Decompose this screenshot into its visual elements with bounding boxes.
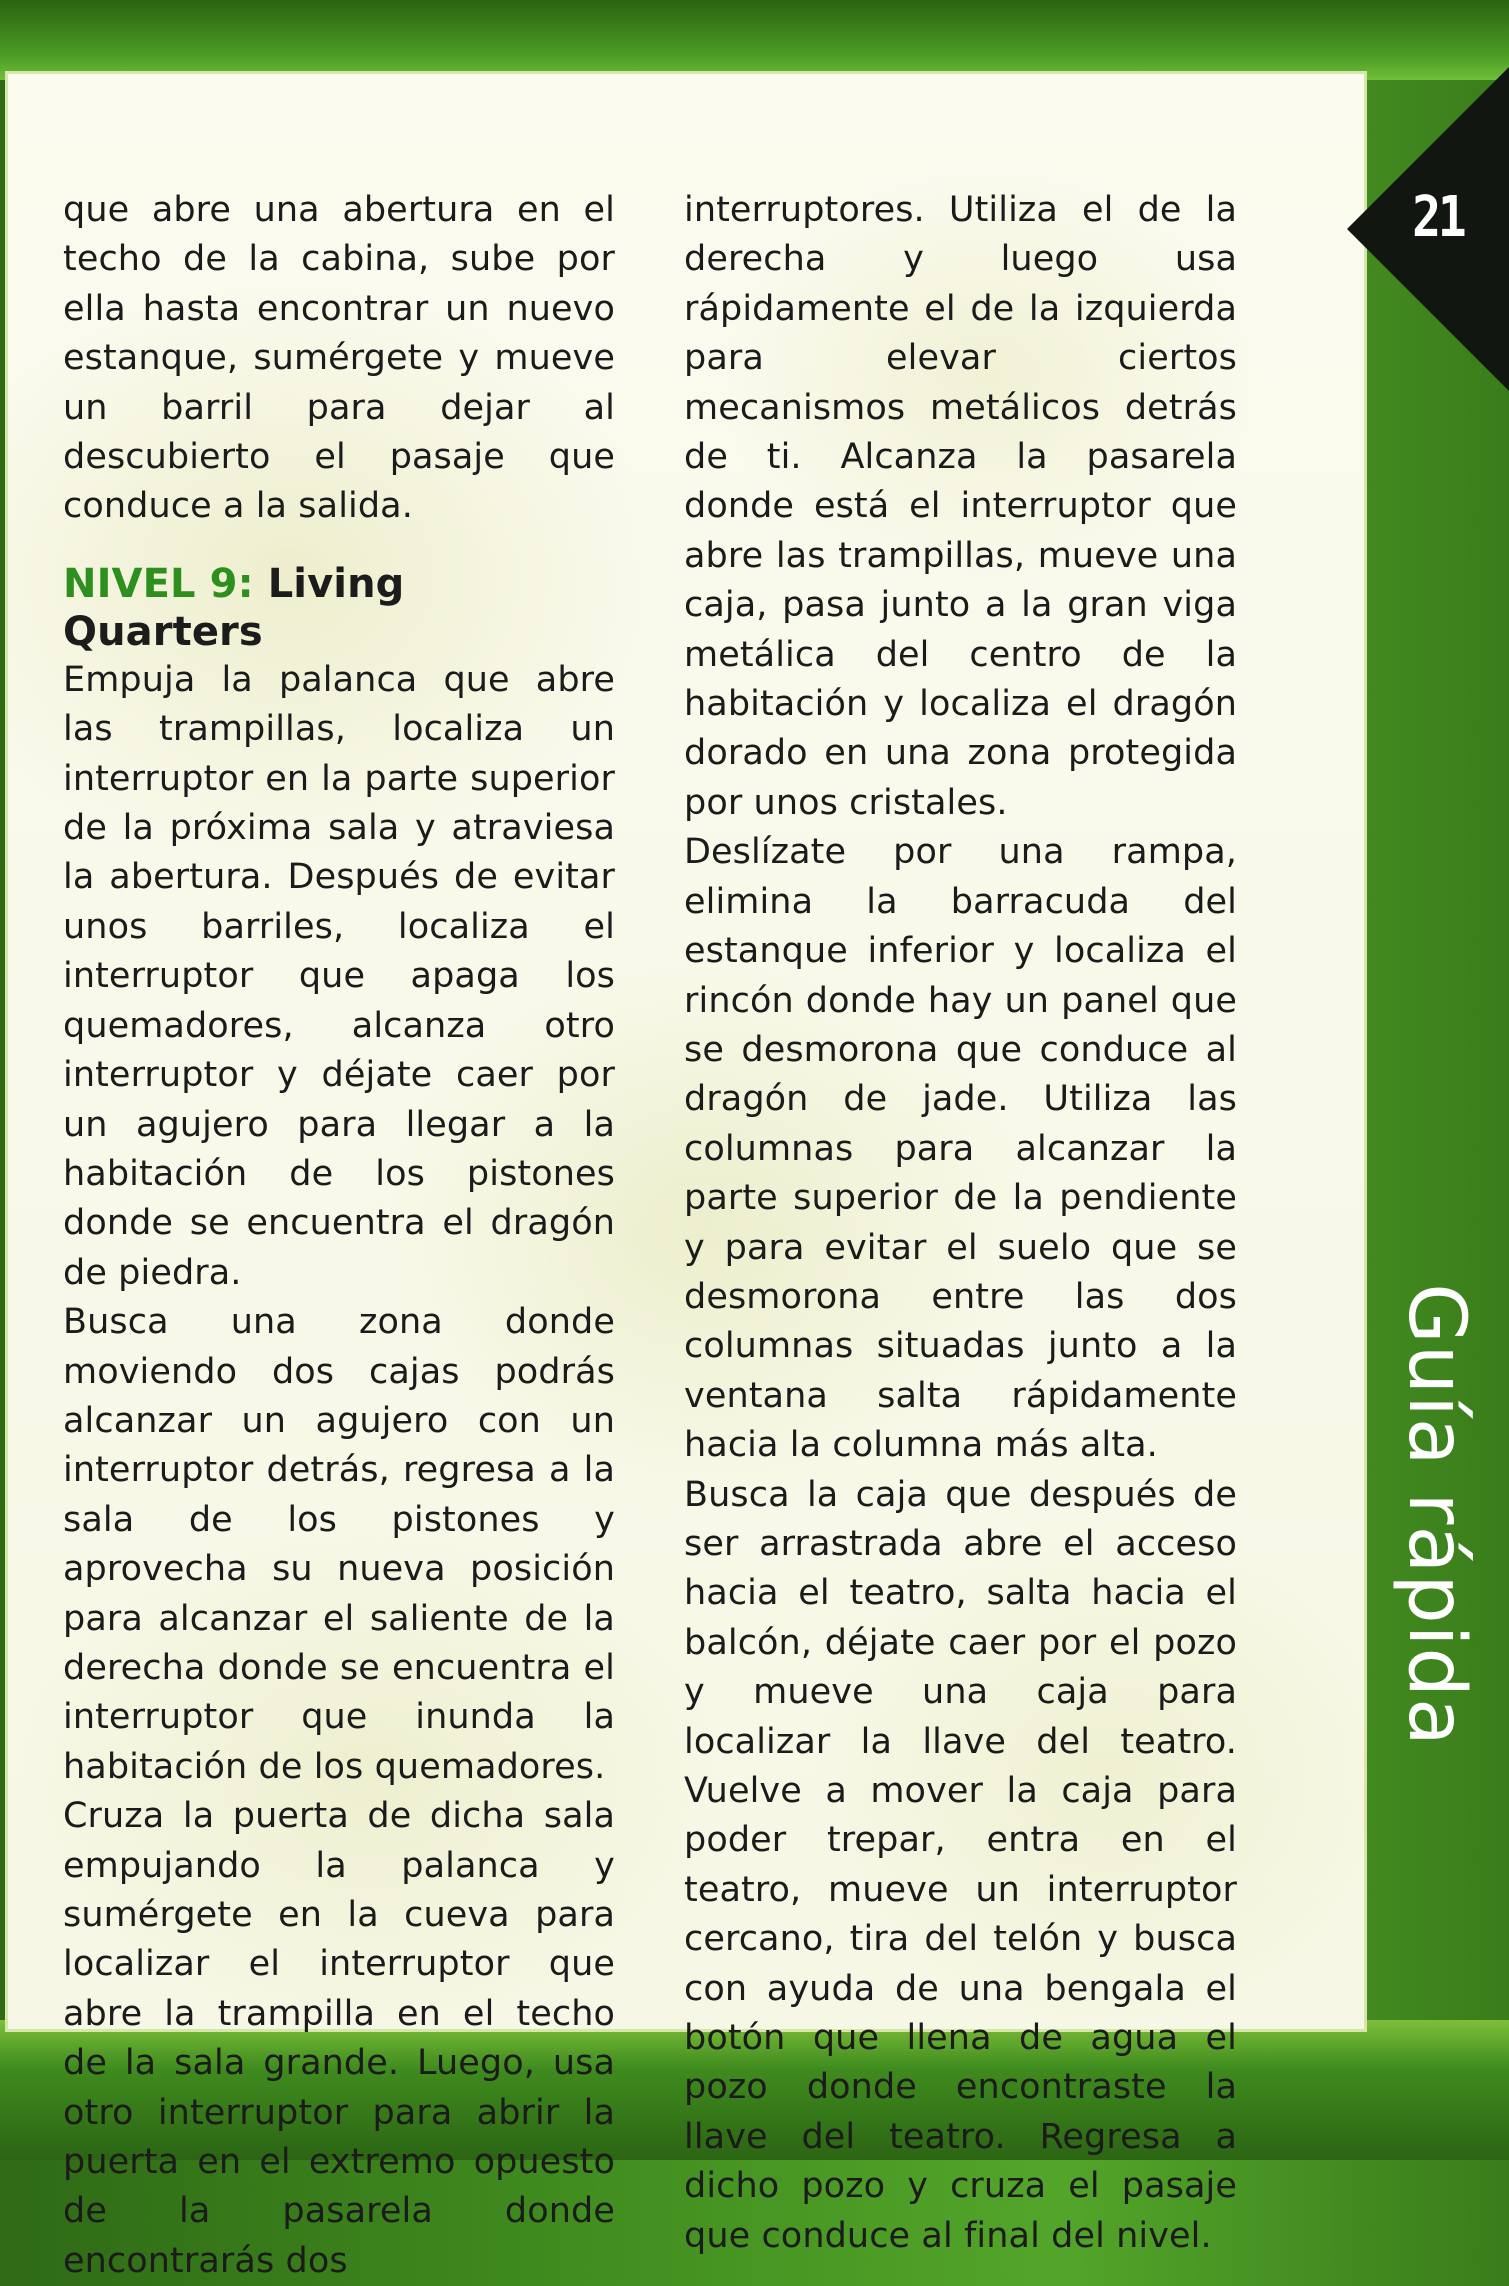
right-column [684,186,1237,2261]
page-number: 21 [1412,185,1464,250]
section-label: Guía rápida [1391,1283,1481,1747]
level-label: NIVEL 9: [63,560,254,607]
body-paragraph: Deslízate por una rampa, elimina la barracuda del estanque inferior y localiza el rincón donde hay un panel que se desmorona que conduce al dragón de jade. Utiliza las columnas para alcanzar la parte superior de la pendiente y para evitar el suelo que se desmorona entre las dos columnas situadas junto a la ventana salta rápidamente hacia la columna más alta. [684,832,1237,1466]
level-title: Living Quarters [63,560,405,655]
body-paragraph: Busca la caja que después de ser arrastrada abre el acceso hacia el teatro, salta hacia el balcón, déjate caer por el pozo y mueve una caja para localizar la llave del teatro. Vuelve a mover la caja para poder trepar, entra en el teatro, mueve un interruptor cercano, tira del telón y busca con ayuda de una bengala el botón que llena de agua el pozo donde encontraste la llave del teatro. Regresa a dicho pozo y cruza el pasaje que conduce al final del nivel. [684,1474,1237,2256]
body-paragraph: interruptores. Utiliza el de la derecha y luego usa rápidamente el de la izquierda para elevar ciertos mecanismos metálicos detrás de ti. Alcanza la pasarela donde está el interruptor que abre las trampillas, mueve una caja, pasa junto a la gran viga metálica del centro de la habitación y localiza el dragón dorado en una zona protegida por unos cristales. [684,190,1237,823]
left-column [63,186,615,2286]
body-paragraph: Empuja la palanca que abre las trampillas, localiza un interruptor en la parte superior de la próxima sala y atraviesa la abertura. Después de evitar unos barriles, localiza el interruptor que apaga los quemadores, alcanza otro interruptor y déjate caer por un agujero para llegar a la habitación de los pistones donde se encuentra el dragón de piedra. [63,659,615,1293]
page-panel [8,74,1364,2281]
continuation-paragraph: que abre una abertura en el techo de la cabina, sube por ella hasta encontrar un nuevo estanque, sumérgete y mueve un barril para dejar al descubierto el pasaje que conduce a la salida. [63,190,615,527]
frame-top [0,0,1509,80]
level-heading [63,560,615,656]
body-paragraph: Busca una zona donde moviendo dos cajas podrás alcanzar un agujero con un interruptor detrás, regresa a la sala de los pistones y aprovecha su nueva posición para alcanzar el saliente de la derecha donde se encuentra el interruptor que inunda la habitación de los quemadores. [63,1302,615,1787]
body-paragraph: Cruza la puerta de dicha sala empujando la palanca y sumérgete en la cueva para localizar el interruptor que abre la trampilla en el techo de la sala grande. Luego, usa otro interruptor para abrir la puerta en el extremo opuesto de la pasarela donde encontrarás dos [63,1796,615,2281]
